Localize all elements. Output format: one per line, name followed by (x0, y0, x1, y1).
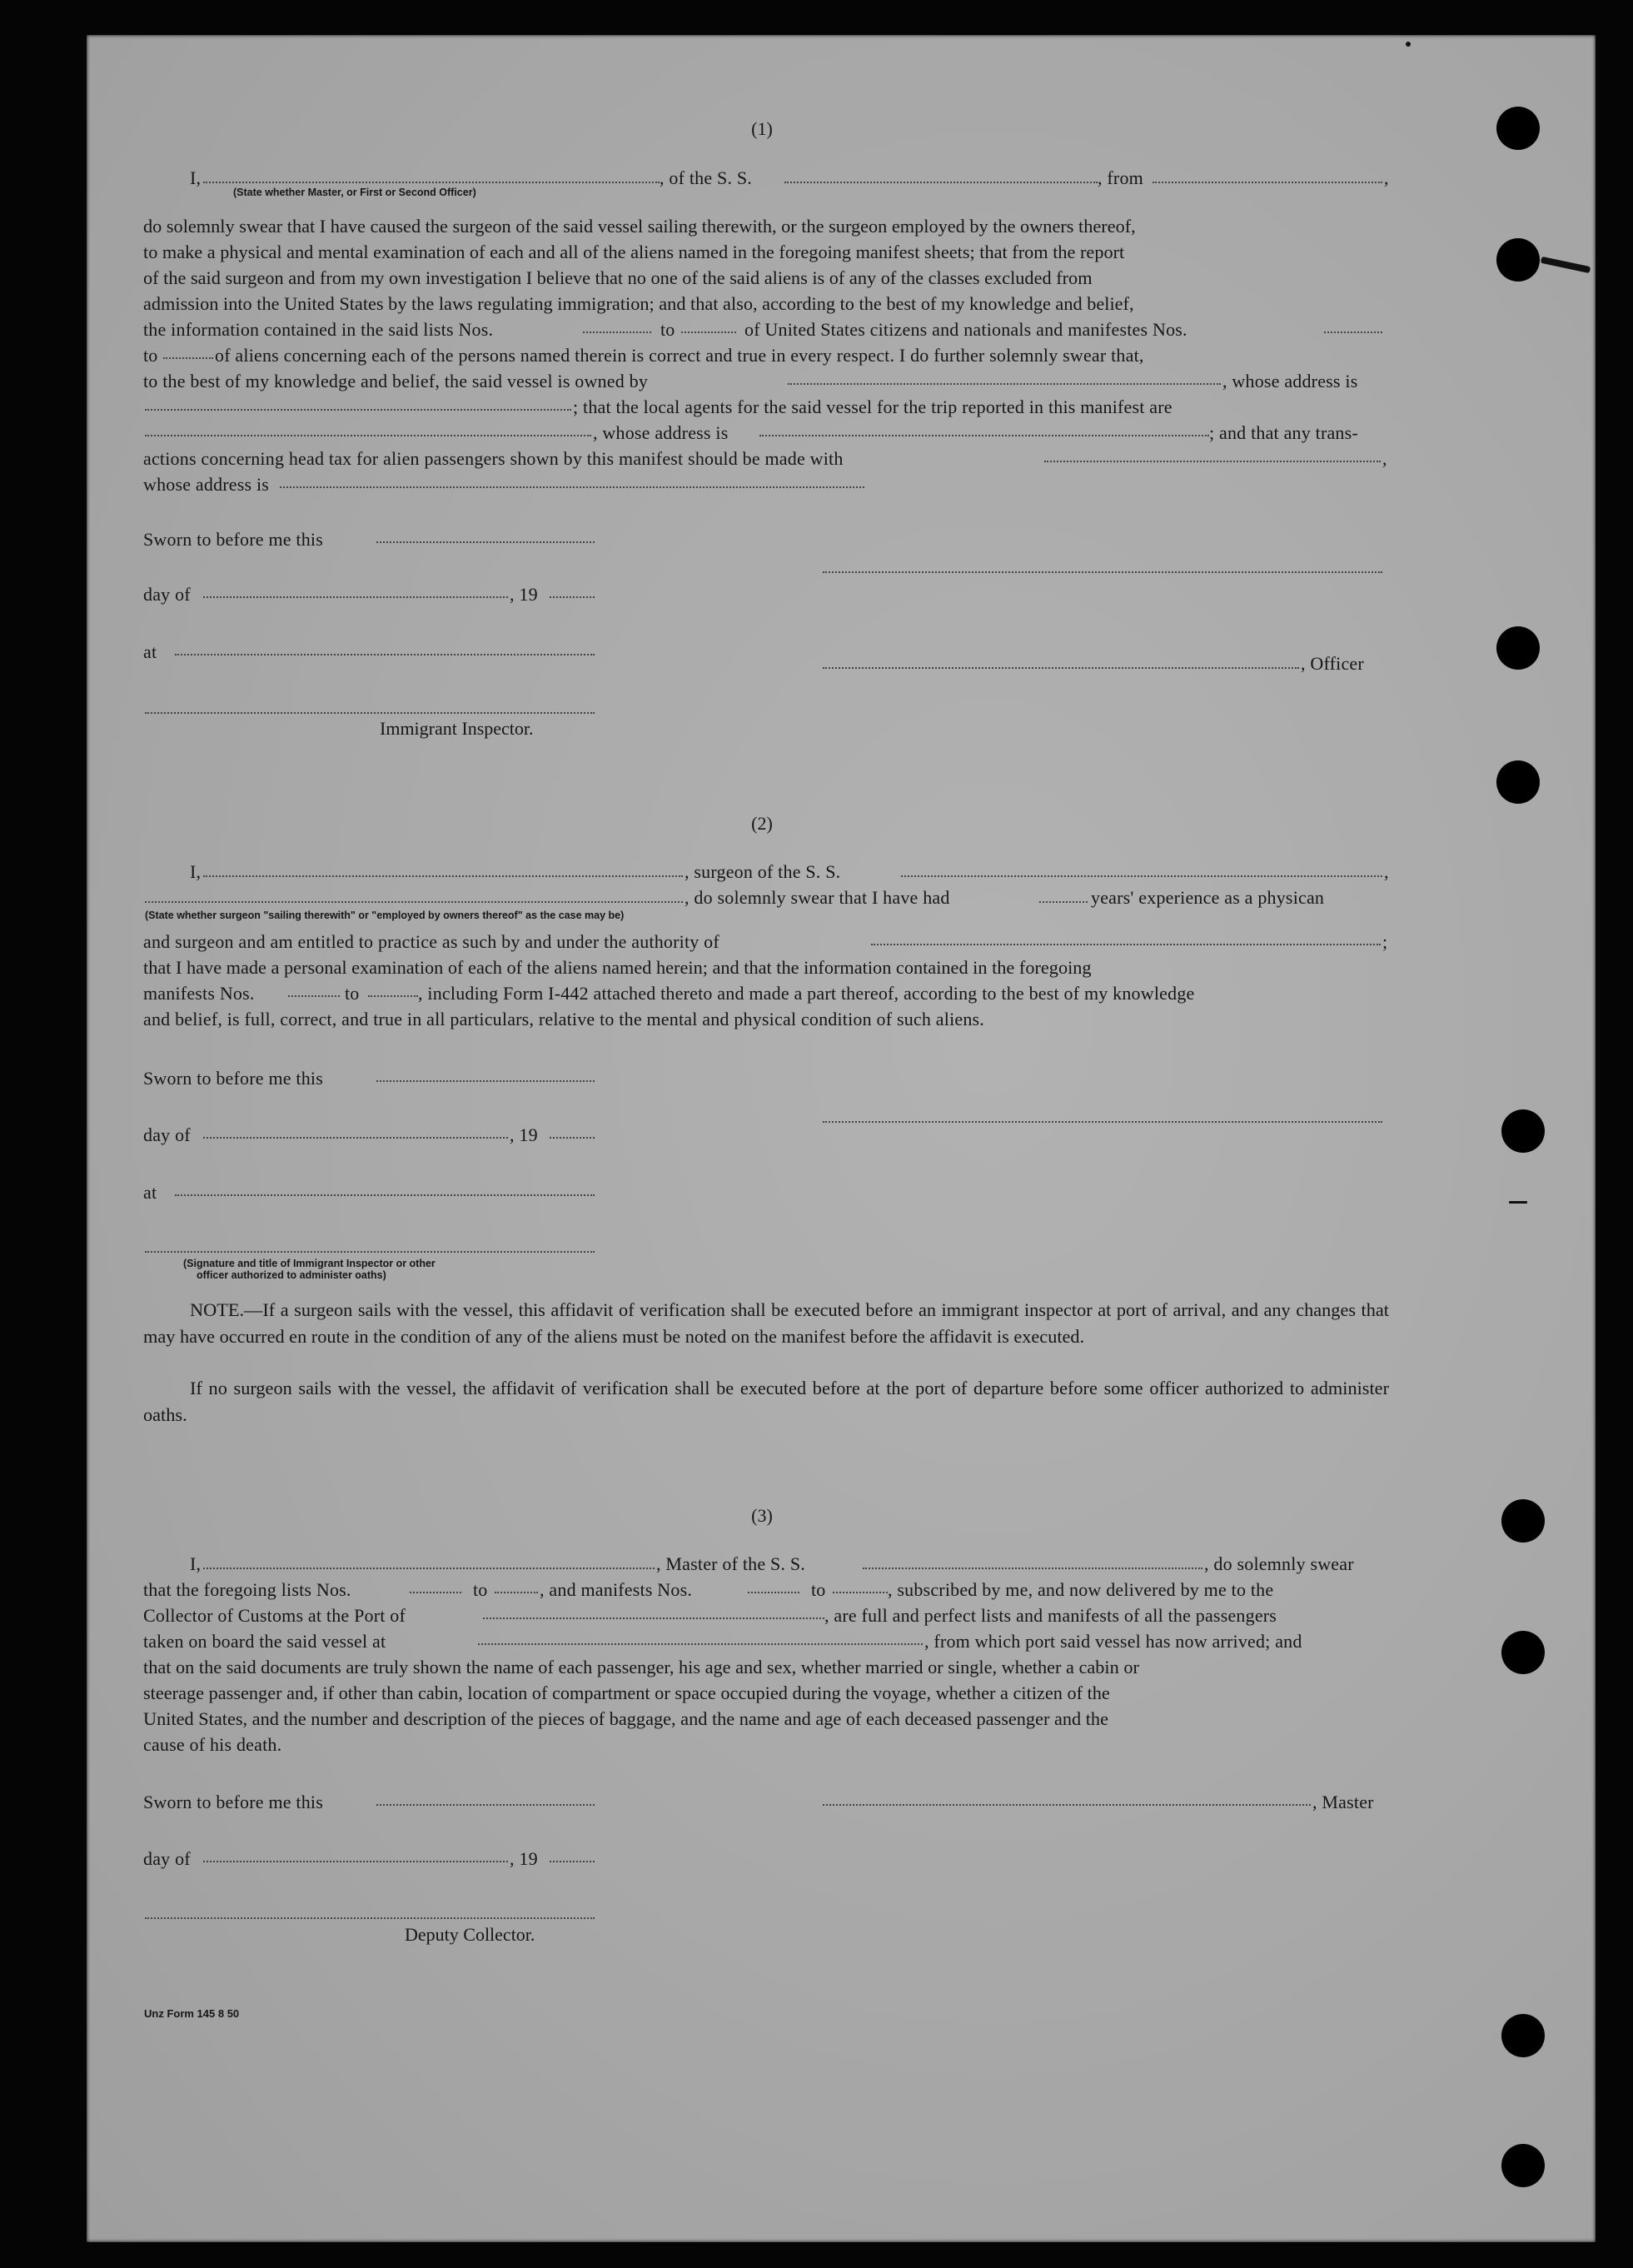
s3-line1-master: , Master of the S. S. (656, 1553, 805, 1574)
punch-hole (1496, 626, 1540, 670)
s2-year-label: , 19 (510, 1124, 538, 1145)
s2-semicolon: ; (1382, 931, 1388, 952)
s1-officer-rank-note: (State whether Master, or First or Second Officer) (233, 187, 476, 198)
s1-head-tax-address-field[interactable] (280, 486, 864, 488)
s1-manifests-to-field[interactable] (163, 357, 213, 359)
s2-line1-surgeon: , surgeon of the S. S. (685, 861, 841, 882)
s2-line2-swear: , do solemnly swear that I have had (685, 887, 950, 908)
punch-hole (1501, 1631, 1545, 1674)
section-1-number: (1) (751, 118, 773, 139)
s1-sworn-label: Sworn to before me this (143, 529, 324, 550)
s1-body-line-9a: , whose address is (593, 422, 729, 443)
s3-master-signature-line[interactable] (823, 1804, 1311, 1806)
speck (1406, 42, 1411, 47)
s3-body-line-4b: , from which port said vessel has now arrived; and (924, 1631, 1302, 1652)
s3-body-line-3a: Collector of Customs at the Port of (143, 1605, 406, 1626)
s2-body-line-2: that I have made a personal examination of each of the aliens named herein; and that the information contained in the foregoing (143, 957, 1092, 978)
s3-body-line-4a: taken on board the said vessel at (143, 1631, 386, 1652)
s1-line1-ss: , of the S. S. (660, 167, 752, 188)
s2-surgeon-signature-line[interactable] (823, 1121, 1382, 1123)
punch-hole (1501, 2144, 1545, 2187)
s1-body-line-5c: of United States citizens and nationals and manifestes Nos. (744, 319, 1187, 340)
punch-hole (1501, 1499, 1545, 1543)
s2-comma: , (1384, 861, 1389, 882)
s3-line1-I: I, (190, 1553, 202, 1574)
s1-body-line-5a: the information contained in the said lists Nos. (143, 319, 494, 340)
speck (1509, 1201, 1527, 1204)
s2-note-paragraph-2: If no surgeon sails with the vessel, the affidavit of verification shall be executed before at the port of departure before some officer authorized to administer oaths. (143, 1378, 1389, 1425)
s1-from-field[interactable] (1153, 182, 1382, 183)
s1-body-line-8: ; that the local agents for the said vessel for the trip reported in this manifest are (573, 396, 1172, 417)
s1-body-line-7b: , whose address is (1222, 371, 1358, 391)
s3-body-line-8: cause of his death. (143, 1734, 282, 1755)
s2-line1-I: I, (190, 861, 202, 882)
s1-body-line-10: actions concerning head tax for alien passengers shown by this manifest should be made with (143, 448, 844, 469)
s3-body-line-2a: that the foregoing lists Nos. (143, 1579, 351, 1600)
s1-at-field[interactable] (175, 654, 595, 655)
s2-sworn-label: Sworn to before me this (143, 1068, 324, 1089)
s2-body-line-1: and surgeon and am entitled to practice as such by and under the authority of (143, 931, 719, 952)
s1-body-line-5b: to (660, 319, 675, 340)
s2-day-of-field[interactable] (203, 1137, 508, 1139)
s3-body-line-2c: , and manifests Nos. (540, 1579, 693, 1600)
s3-year-label: , 19 (510, 1848, 538, 1869)
s1-officer-rank-field[interactable] (203, 182, 660, 183)
s3-body-line-3b: , are full and perfect lists and manifests of all the passengers (824, 1605, 1277, 1626)
s2-authority-field[interactable] (871, 944, 1381, 945)
s1-owner-field[interactable] (788, 383, 1221, 385)
s2-surgeon-name-field[interactable] (203, 875, 683, 877)
s1-body-line-11: whose address is (143, 474, 270, 495)
punch-hole (1501, 2014, 1545, 2057)
s1-body-line-2: to make a physical and mental examination of each and all of the aliens named in the foregoing manifest sheets; that from the report (143, 242, 1125, 262)
s1-year-field[interactable] (550, 596, 595, 598)
s2-day-of-label: day of (143, 1124, 191, 1145)
s2-line2-years: years' experience as a physican (1091, 887, 1325, 908)
s2-manifests-to-field[interactable] (368, 995, 418, 997)
s3-lists-to-field[interactable] (495, 1592, 538, 1593)
s1-body-line-4: admission into the United States by the laws regulating immigration; and that also, according to the best of my knowledge and belief, (143, 293, 1134, 314)
s2-year-field[interactable] (550, 1137, 595, 1139)
s3-port-of-departure-field[interactable] (478, 1643, 923, 1645)
punch-hole (1496, 107, 1540, 150)
s2-signature-note-2: officer authorized to administer oaths) (197, 1269, 386, 1281)
s1-owner-address-field[interactable] (145, 409, 571, 411)
s1-comma: , (1384, 167, 1389, 188)
s2-sworn-date-field[interactable] (376, 1080, 595, 1082)
s1-inspector-signature-line[interactable] (145, 712, 595, 714)
punch-hole (1496, 238, 1540, 282)
s3-body-line-2d: to (811, 1579, 826, 1600)
s1-lists-from-field[interactable] (583, 331, 651, 333)
s2-inspector-signature-line[interactable] (145, 1251, 595, 1253)
s1-body-line-3: of the said surgeon and from my own investigation I believe that no one of the said aliens is of any of the classes excluded from (143, 267, 1093, 288)
s3-day-of-field[interactable] (203, 1861, 508, 1862)
s1-day-of-label: day of (143, 584, 191, 605)
s1-body-line-6a: to (143, 345, 158, 366)
s2-body-line-3c: , including Form I-442 attached thereto and made a part thereof, according to the best of my knowledge (418, 983, 1195, 1004)
s3-master-label: , Master (1312, 1792, 1374, 1812)
s3-body-line-6: steerage passenger and, if other than cabin, location of compartment or space occupied during the voyage, whether a citizen of the (143, 1682, 1110, 1703)
s1-at-label: at (143, 641, 157, 662)
s2-manifests-from-field[interactable] (288, 995, 340, 997)
s1-line1-from: , from (1098, 167, 1143, 188)
s2-note-paragraph-1: NOTE.—If a surgeon sails with the vessel, this affidavit of verification shall be executed before an immigrant inspector at port of arrival, and any changes that may have occurred en route in the condition of any of the aliens must be noted on the manifest before the affidavit is executed. (143, 1299, 1389, 1347)
s2-body-line-4: and belief, is full, correct, and true in all particulars, relative to the mental and physical condition of such aliens. (143, 1009, 985, 1029)
s2-at-label: at (143, 1182, 157, 1203)
s1-comma: , (1382, 448, 1387, 469)
s1-day-of-field[interactable] (203, 596, 508, 598)
form-number: Unz Form 145 8 50 (144, 2007, 240, 2020)
s1-body-line-1: do solemnly swear that I have caused the surgeon of the said vessel sailing therewith, or the surgeon employed by the owners thereof, (143, 216, 1136, 237)
s3-line1-swear: , do solemnly swear (1204, 1553, 1354, 1574)
s1-head-tax-field[interactable] (1044, 461, 1381, 462)
s3-sworn-label: Sworn to before me this (143, 1792, 324, 1812)
s2-years-field[interactable] (1039, 901, 1088, 903)
s1-lists-to-field[interactable] (681, 331, 736, 333)
s3-master-name-field[interactable] (203, 1568, 655, 1569)
s3-vessel-name-field[interactable] (863, 1568, 1202, 1569)
s1-vessel-name-field[interactable] (784, 182, 1098, 183)
s3-lists-from-field[interactable] (410, 1592, 461, 1593)
s3-sworn-date-field[interactable] (376, 1804, 595, 1806)
s1-agents-address-field[interactable] (759, 435, 1209, 436)
s1-manifests-from-field[interactable] (1324, 331, 1382, 333)
s2-body-line-3a: manifests Nos. (143, 983, 255, 1004)
punch-hole (1501, 1109, 1545, 1153)
s3-manifests-to-field[interactable] (833, 1592, 888, 1593)
s1-line1-I: I, (190, 167, 202, 188)
s1-body-line-7a: to the best of my knowledge and belief, the said vessel is owned by (143, 371, 649, 391)
s1-body-line-6b: of aliens concerning each of the persons named therein is correct and true in every respect. I do further solemnly swear that, (215, 345, 1144, 366)
s2-at-field[interactable] (175, 1194, 595, 1196)
s1-officer-signature-line-2[interactable] (823, 667, 1299, 669)
s2-body-line-3b: to (345, 983, 360, 1004)
s3-body-line-2b: to (473, 1579, 488, 1600)
s3-day-of-label: day of (143, 1848, 191, 1869)
s2-vessel-name-field[interactable] (901, 875, 1382, 877)
s3-port-field[interactable] (483, 1618, 824, 1619)
s3-body-line-2e: , subscribed by me, and now delivered by me to the (888, 1579, 1274, 1600)
s1-inspector-label: Immigrant Inspector. (380, 718, 534, 739)
s1-body-line-9b: ; and that any trans- (1209, 422, 1358, 443)
s1-year-label: , 19 (510, 584, 538, 605)
s3-year-field[interactable] (550, 1861, 595, 1862)
s3-manifests-from-field[interactable] (748, 1592, 799, 1593)
s1-officer-label: , Officer (1301, 653, 1364, 674)
punch-hole (1496, 760, 1540, 804)
s3-body-line-5: that on the said documents are truly shown the name of each passenger, his age and sex, whether married or single, whether a cabin or (143, 1657, 1139, 1677)
section-2-number: (2) (751, 813, 773, 834)
s3-body-line-7: United States, and the number and description of the pieces of baggage, and the name and age of each deceased passenger and the (143, 1708, 1108, 1729)
s3-collector-label: Deputy Collector. (405, 1924, 535, 1945)
s2-surgeon-status-note: (State whether surgeon "sailing therewith" or "employed by owners thereof" as the case may be) (145, 910, 625, 921)
section-3-number: (3) (751, 1505, 773, 1526)
s1-agents-field[interactable] (145, 435, 591, 436)
s2-signature-note-1: (Signature and title of Immigrant Inspector or other (183, 1258, 436, 1269)
s2-surgeon-status-field[interactable] (145, 901, 683, 903)
s1-sworn-date-field[interactable] (376, 541, 595, 543)
s3-collector-signature-line[interactable] (145, 1917, 595, 1919)
s1-officer-signature-line-1[interactable] (823, 571, 1382, 573)
